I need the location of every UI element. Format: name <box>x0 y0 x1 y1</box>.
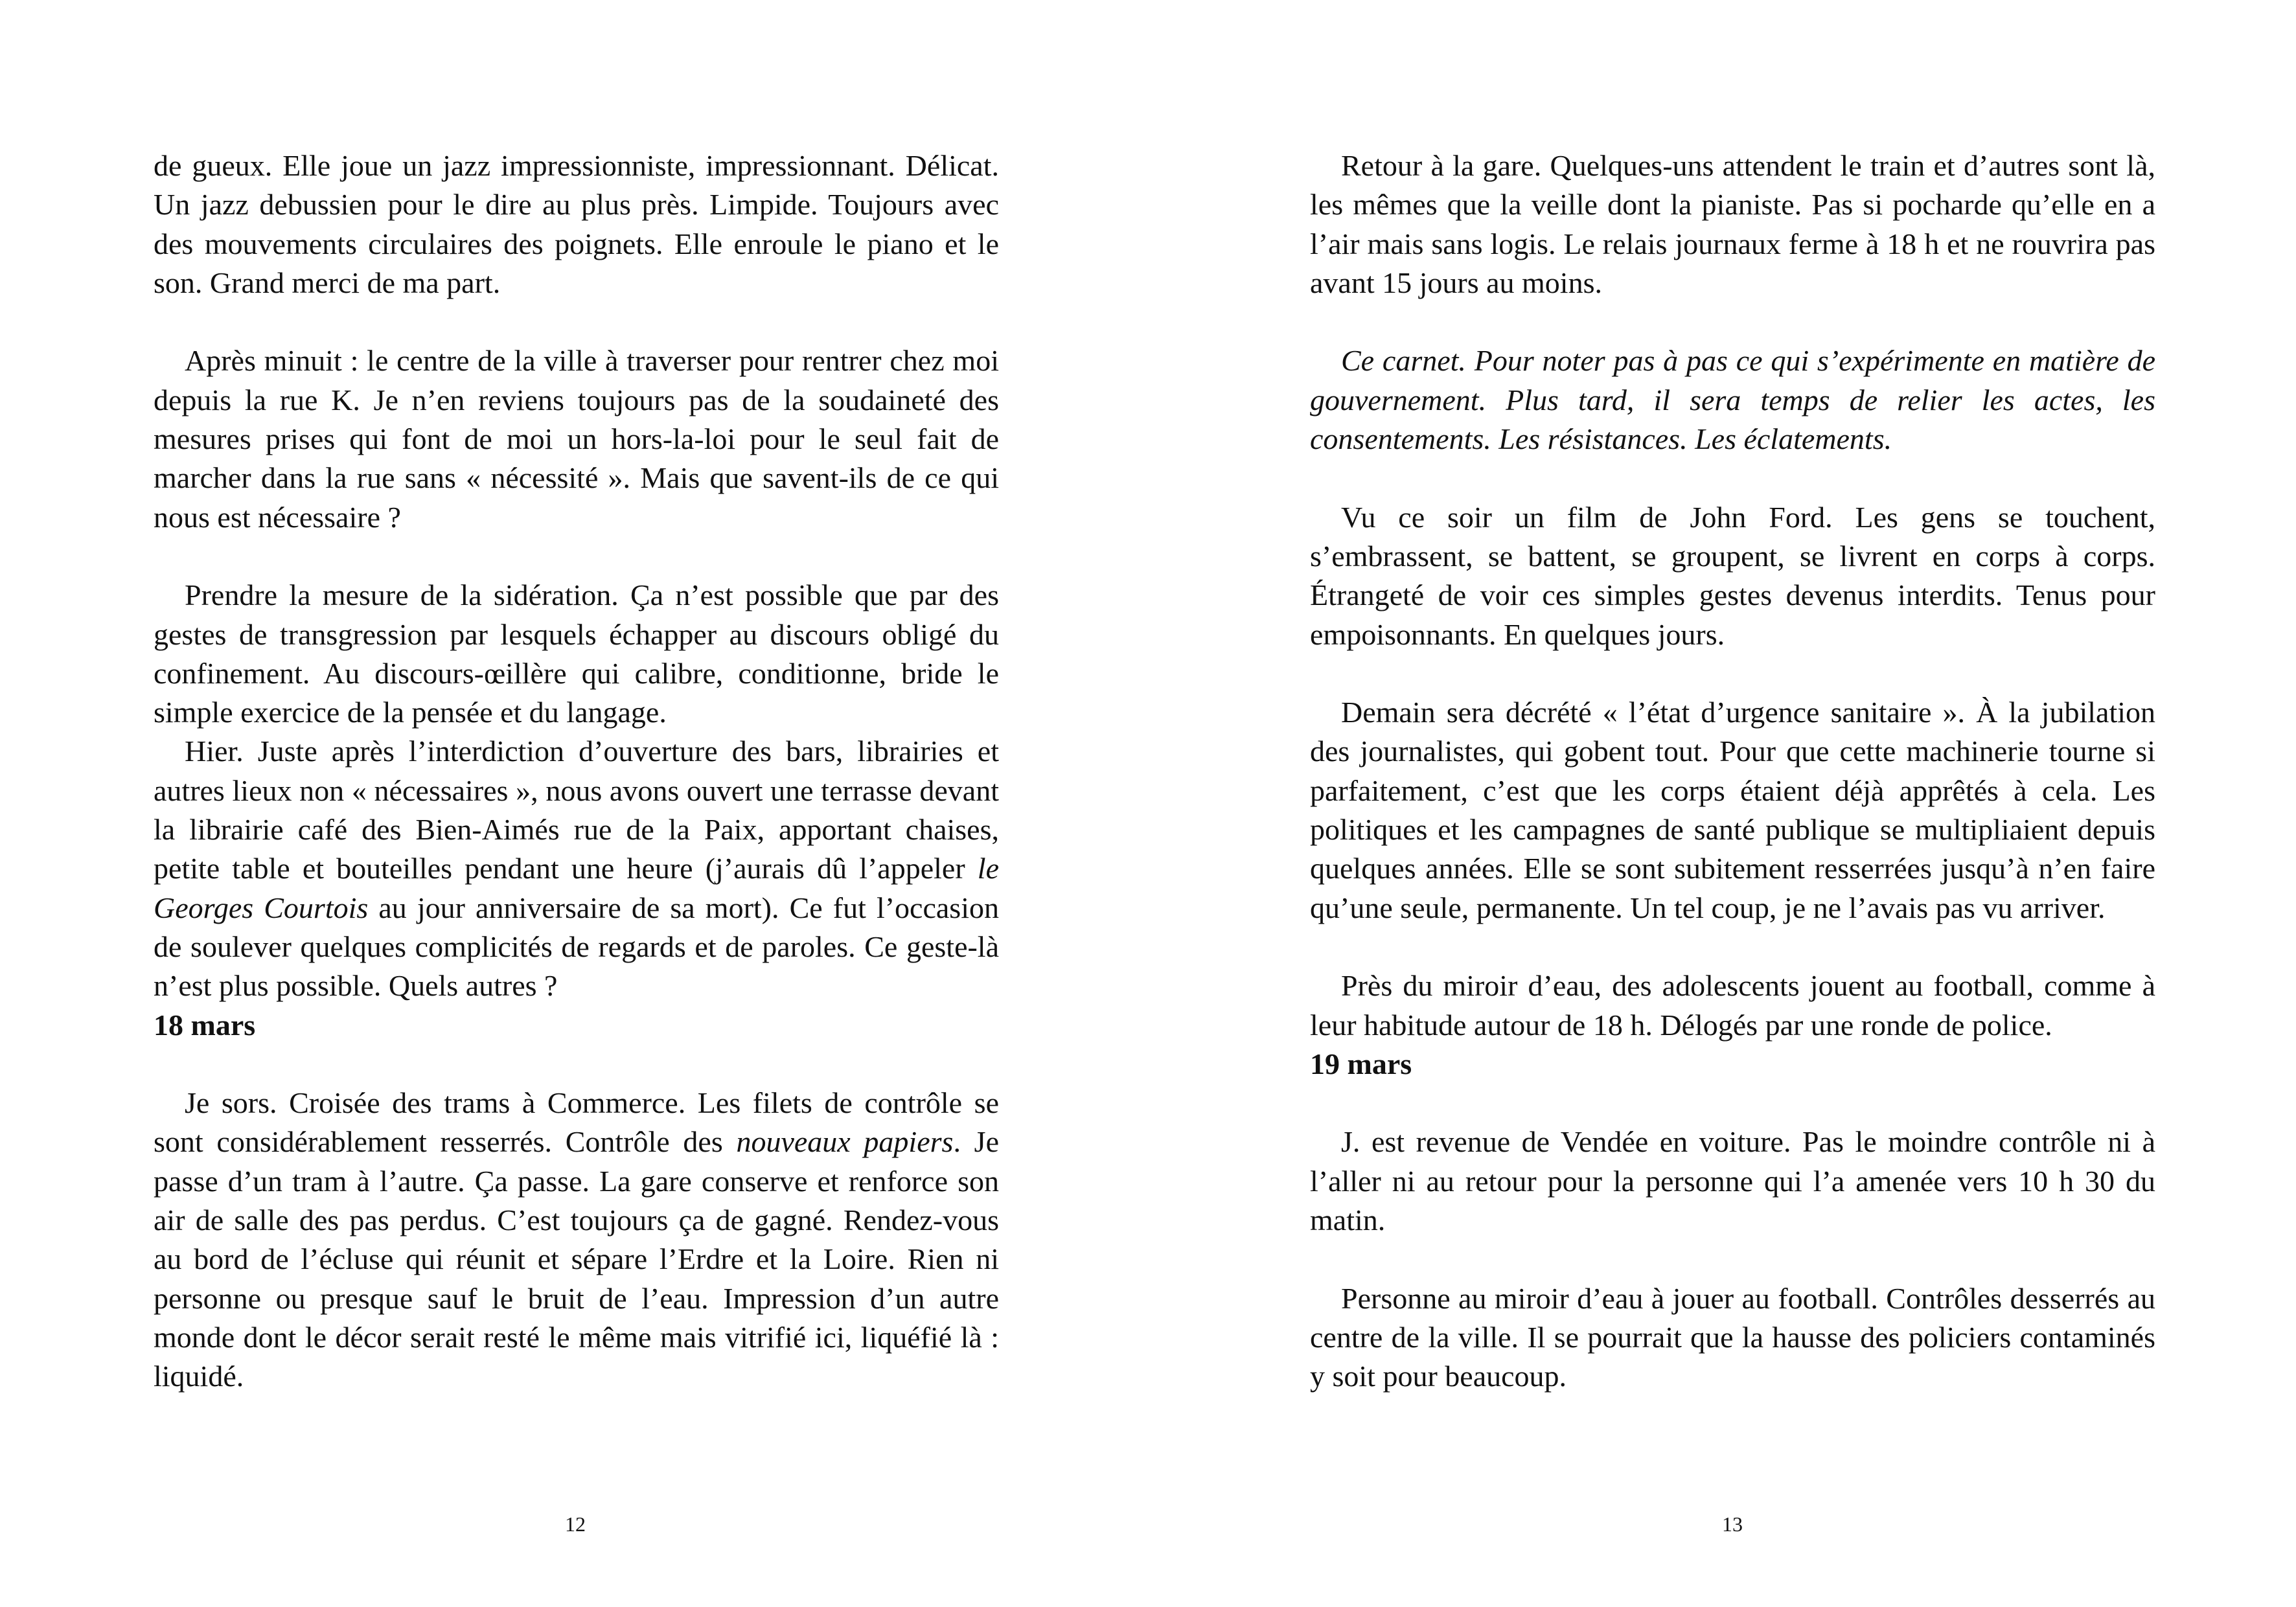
paragraph-ce-carnet <box>1310 341 2155 459</box>
paragraph-personne-miroir: Personne au miroir d’eau à jouer au football. Contrôles desserrés au centre de la ville. Il se pourrait que la hausse des policiers contaminés y soit pour beaucoup. <box>1310 1281 2155 1393</box>
paragraph-hier-part2: au jour anniversaire de sa mort). Ce fut l’occasion de soulever quelques complicités de regards et de paroles. Ce geste-là n’est plus possible. Quels autres ? <box>154 891 999 1003</box>
paragraph-sideration: Prendre la mesure de la sidération. Ça n’est possible que par des gestes de transgression par lesquels échapper au discours obligé du confinement. Au discours-œillère qui calibre, conditionne, bride le simple exercice de la pensée et du langage. <box>154 578 999 729</box>
paragraph-miroir-eau: Près du miroir d’eau, des adolescents jouent au football, comme à leur habitude autour de 18 h. Délogés par une ronde de police. <box>1310 969 2155 1042</box>
italic-nouveaux-papiers: nouveaux papiers <box>736 1125 954 1159</box>
paragraph-john-ford: Vu ce soir un film de John Ford. Les gens se touchent, s’embrassent, se battent, se groupent, se livrent en corps à corps. Étrangeté de voir ces simples gestes devenus interdits. Tenus pour empoisonnants. En quelques jours. <box>1310 500 2155 651</box>
italic-ce-carnet: Ce carnet. Pour noter pas à pas ce qui s’expérimente en matière de gouvernement. Plus tard, il sera temps de relier les actes, les consentements. Les résistances. Les éclatements. <box>1310 344 2155 456</box>
paragraph-hier <box>154 732 999 1005</box>
paragraph-je-sors <box>154 1084 999 1396</box>
page-number-left: 12 <box>565 1512 586 1536</box>
paragraph-urgence-sanitaire: Demain sera décrété « l’état d’urgence sanitaire ». À la jubilation des journalistes, qui gobent tout. Pour que cette machinerie tourne si parfaitement, c’est que les corps étaient déjà apprêtés à cela. Les politiques et les campagnes de santé publique se multipliaient depuis quelques années. Elle se sont subitement resserrées jusqu’à n’en faire qu’une seule, permanente. Un tel coup, je ne l’avais pas vu arriver. <box>1310 696 2155 924</box>
page-number-right: 13 <box>1722 1512 1743 1536</box>
paragraph-gueux: de gueux. Elle joue un jazz impressionniste, impressionnant. Délicat. Un jazz debussien pour le dire au plus près. Limpide. Toujours avec des mouvements circulaires des poignets. Elle enroule le piano et le son. Grand merci de ma part. <box>154 149 999 299</box>
paragraph-hier-part1: Hier. Juste après l’interdiction d’ouverture des bars, librairies et autres lieux non « nécessaires », nous avons ouvert une terrasse devant la librairie café des Bien-Aimés rue de la Paix, apportant chaises, petite table et bouteilles pendant une heure (j’aurais dû l’appeler <box>154 735 999 885</box>
right-page <box>1148 0 2296 1607</box>
paragraph-je-sors-part2: . Je passe d’un tram à l’autre. Ça passe. La gare conserve et renforce son air de salle des pas perdus. C’est toujours ça de gagné. Rendez-vous au bord de l’écluse qui réunit et sépare l’Erdre et la Loire. Rien ni personne ou presque sauf le bruit de l’eau. Impression d’un autre monde dont le décor serait resté le même mais vitrifié ici, liquéfié là : liquidé. <box>154 1125 999 1393</box>
paragraph-je-sors-part1: Je sors. Croisée des trams à Commerce. Les filets de contrôle se sont considérablement resserrés. Contrôle des <box>154 1086 999 1159</box>
left-page-text <box>154 146 999 1396</box>
paragraph-apres-minuit: Après minuit : le centre de la ville à traverser pour rentrer chez moi depuis la rue K. Je n’en reviens toujours pas de la soudaineté des mesures prises qui font de moi un hors-la-loi pour le seul fait de marcher dans la rue sans « nécessité ». Mais que savent-ils de ce qui nous est nécessaire ? <box>154 344 999 534</box>
date-heading-19-mars: 19 mars <box>1310 1047 1412 1080</box>
right-page-text <box>1310 146 2155 1396</box>
italic-georges-courtois: le Georges Courtois <box>154 852 999 924</box>
paragraph-vendee: J. est revenue de Vendée en voiture. Pas le moindre contrôle ni à l’aller ni au retour pour la personne qui l’a amenée vers 10 h 30 du matin. <box>1310 1125 2155 1237</box>
date-heading-18-mars: 18 mars <box>154 1008 256 1042</box>
paragraph-retour-gare: Retour à la gare. Quelques-uns attendent le train et d’autres sont là, les mêmes que la veille dont la pianiste. Pas si pocharde qu’elle en a l’air mais sans logis. Le relais journaux ferme à 18 h et ne rouvrira pas avant 15 jours au moins. <box>1310 149 2155 299</box>
